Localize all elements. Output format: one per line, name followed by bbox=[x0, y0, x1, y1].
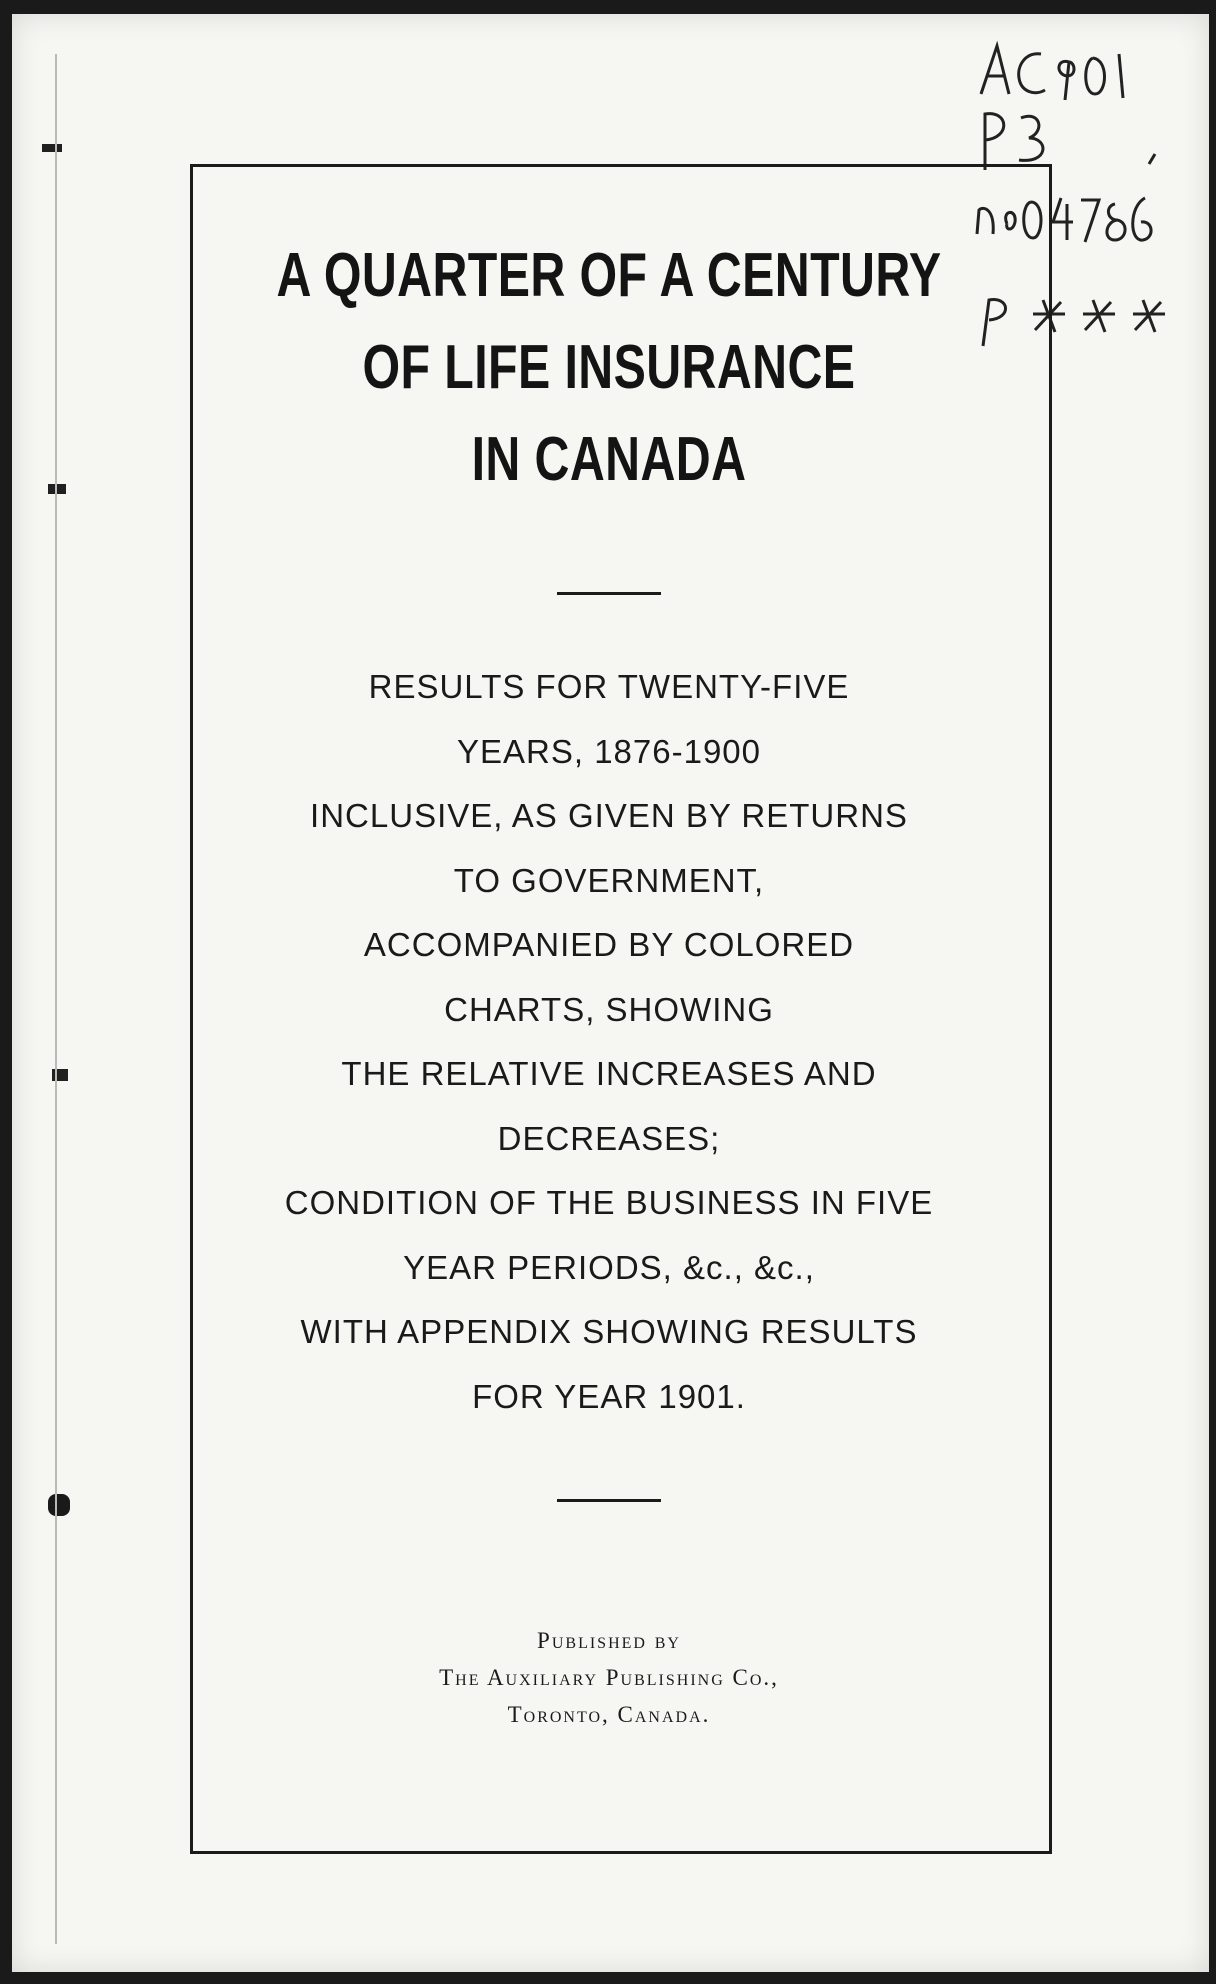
publisher-line: Toronto, Canada. bbox=[507, 1702, 711, 1727]
publisher-line: The Auxiliary Publishing Co., bbox=[439, 1665, 779, 1690]
description-line: THE RELATIVE INCREASES AND bbox=[341, 1055, 877, 1092]
divider-rule bbox=[557, 592, 661, 595]
description-line: CONDITION OF THE BUSINESS IN FIVE bbox=[284, 1184, 934, 1221]
title-page-content bbox=[178, 230, 1040, 1733]
publisher-imprint bbox=[178, 1622, 1040, 1733]
description-line: WITH APPENDIX SHOWING RESULTS bbox=[300, 1313, 918, 1350]
description-line: CHARTS, SHOWING bbox=[444, 990, 774, 1028]
binding-marks bbox=[12, 14, 72, 1972]
book-title bbox=[178, 230, 1040, 506]
title-line: OF LIFE INSURANCE bbox=[362, 333, 856, 402]
description-line: YEAR PERIODS, &c., &c., bbox=[403, 1248, 815, 1286]
description-block bbox=[178, 655, 1040, 1429]
description-line: FOR YEAR 1901. bbox=[472, 1377, 746, 1415]
description-line: YEARS, 1876-1900 bbox=[456, 732, 762, 770]
description-line: TO GOVERNMENT, bbox=[453, 861, 765, 899]
title-line: A QUARTER OF A CENTURY bbox=[276, 241, 942, 310]
title-line: IN CANADA bbox=[471, 425, 747, 494]
description-line: INCLUSIVE, AS GIVEN BY RETURNS bbox=[310, 797, 908, 834]
publisher-line: Published by bbox=[537, 1628, 681, 1653]
description-line: ACCOMPANIED BY COLORED bbox=[363, 926, 855, 963]
description-line: DECREASES; bbox=[497, 1119, 721, 1157]
divider-rule bbox=[557, 1499, 661, 1502]
description-line: RESULTS FOR TWENTY-FIVE bbox=[368, 668, 850, 705]
